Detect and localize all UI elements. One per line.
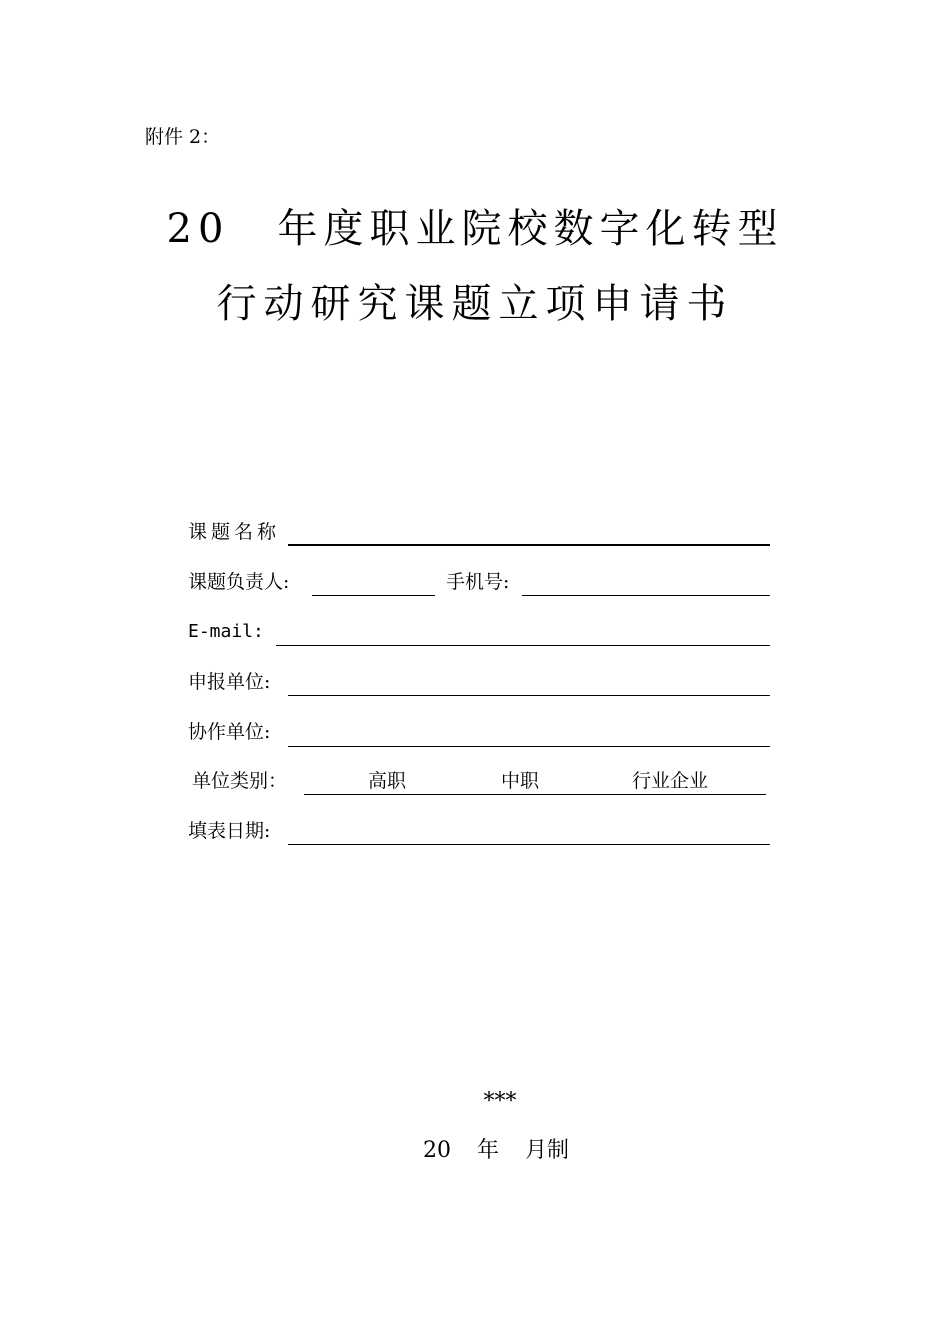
made-month: 月制 <box>525 1138 570 1163</box>
coop-unit-row <box>188 717 772 747</box>
fill-date-field[interactable] <box>288 844 770 845</box>
redacted-stars: *** <box>483 1089 517 1114</box>
leader-label: 课题负责人: <box>188 571 290 593</box>
document-title-line-1 <box>0 203 950 255</box>
unit-type-option-secondary-vocational[interactable]: 中职 <box>501 770 540 792</box>
applicant-unit-field[interactable] <box>288 695 770 696</box>
fill-date-label: 填表日期: <box>188 820 271 842</box>
made-year: 20 <box>423 1138 451 1163</box>
made-year-unit: 年 <box>477 1138 500 1163</box>
leader-row <box>188 567 772 597</box>
coop-unit-field[interactable] <box>288 746 770 747</box>
document-title-line-2: 行动研究课题立项申请书 <box>216 281 734 327</box>
unit-type-option-industry-enterprise[interactable]: 行业企业 <box>632 770 709 792</box>
email-row <box>188 617 772 647</box>
unit-type-label: 单位类别： <box>192 770 288 792</box>
made-date-line <box>423 1136 569 1166</box>
email-field[interactable] <box>276 645 770 646</box>
topic-name-label: 课题名称 <box>188 521 281 543</box>
applicant-unit-label: 申报单位: <box>188 671 271 693</box>
title-line-1-text: 年度职业院校数字化转型 <box>277 206 784 252</box>
attachment-label: 附件 2： <box>145 126 221 148</box>
title-year-prefix: 20 <box>166 206 230 252</box>
coop-unit-label: 协作单位: <box>188 721 271 743</box>
phone-field[interactable] <box>522 595 770 596</box>
topic-name-row <box>188 517 772 547</box>
unit-type-row <box>188 766 772 796</box>
phone-label: 手机号: <box>446 571 510 593</box>
email-label: E-mail: <box>188 621 264 642</box>
topic-name-field[interactable] <box>288 544 770 546</box>
applicant-unit-row <box>188 667 772 697</box>
unit-type-option-vocational-college[interactable]: 高职 <box>368 770 407 792</box>
leader-field[interactable] <box>312 595 435 596</box>
fill-date-row <box>188 816 772 846</box>
